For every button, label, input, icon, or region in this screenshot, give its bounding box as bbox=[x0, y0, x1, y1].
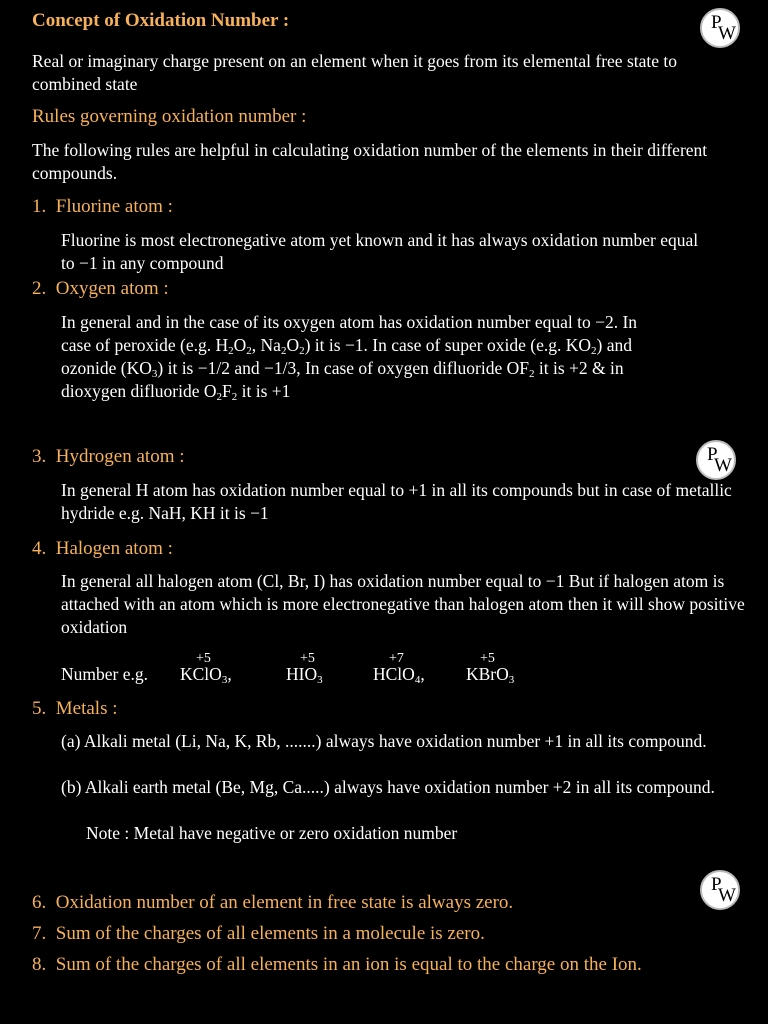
compound-hclo4: +7 HClO$_4$, bbox=[373, 651, 425, 686]
halogen-examples bbox=[180, 651, 560, 693]
rule-8: 8. Sum of the charges of all elements in an ion is equal to the charge on the Ion. bbox=[32, 954, 642, 975]
rule-5-heading: 5. Metals : bbox=[32, 698, 118, 719]
rule-1-heading: 1. Fluorine atom : bbox=[32, 196, 173, 217]
rule-4-heading: 4. Halogen atom : bbox=[32, 538, 173, 559]
pw-logo-icon: P W bbox=[700, 870, 740, 910]
compound-hio3: +5 $HIO_3$ bbox=[286, 651, 323, 686]
rule-1-text: Fluorine is most electronegative atom yet known and it has always oxidation number equal to −1 in any compound bbox=[61, 230, 699, 273]
rule-6: 6. Oxidation number of an element in free state is always zero. bbox=[32, 892, 514, 913]
pw-logo-icon: P W bbox=[700, 8, 740, 48]
rule-5-b: (b) Alkali earth metal (Be, Mg, Ca.....) always have oxidation number +2 in all its compound. bbox=[61, 777, 715, 797]
compound-kbro3: +5 KBrO$_3$ bbox=[466, 651, 515, 686]
rules-heading: Rules governing oxidation number : bbox=[32, 106, 307, 127]
rule-2-heading: 2. Oxygen atom : bbox=[32, 278, 169, 299]
rule-3-text: In general H atom has oxidation number equal to +1 in all its compounds but in case of metallic hydride e.g. NaH, KH it is −1 bbox=[61, 480, 732, 523]
rule-7: 7. Sum of the charges of all elements in a molecule is zero. bbox=[32, 923, 485, 944]
compound-kclo3: +5 KClO$_3$, bbox=[180, 651, 232, 686]
page-title: Concept of Oxidation Number : bbox=[32, 10, 290, 31]
intro-text: The following rules are helpful in calculating oxidation number of the elements in their different compounds. bbox=[32, 140, 708, 183]
rule-5-note: Note : Metal have negative or zero oxidation number bbox=[86, 823, 458, 843]
pw-logo-icon: P W bbox=[696, 440, 736, 480]
rule-2-text: In general and in the case of its oxygen atom has oxidation number equal to −2. In case of peroxide (e.g. $H_2O_2$, $Na_2O_2$) it is −1. In case of super oxide (e.g. $KO_2$) and ozonide $(KO_3)$ it is −1/2 and −1/3, In case of oxygen difluoride $OF_2$ it is +2 & in dioxygen difluoride $O_2F_2$ it is +1 bbox=[61, 312, 638, 403]
rule-3-heading: 3. Hydrogen atom : bbox=[32, 446, 185, 467]
definition-text: Real or imaginary charge present on an element when it goes from its elemental free state to combined state bbox=[32, 51, 677, 94]
rule-4-text: In general all halogen atom (Cl, Br, I) has oxidation number equal to −1 But if halogen atom is attached with an atom which is more electronegative than halogen atom then it will show positive oxidation bbox=[61, 571, 745, 637]
rule-5-a: (a) Alkali metal (Li, Na, K, Rb, .......) always have oxidation number +1 in all its compound. bbox=[61, 731, 707, 751]
example-label: Number e.g. bbox=[61, 664, 148, 684]
